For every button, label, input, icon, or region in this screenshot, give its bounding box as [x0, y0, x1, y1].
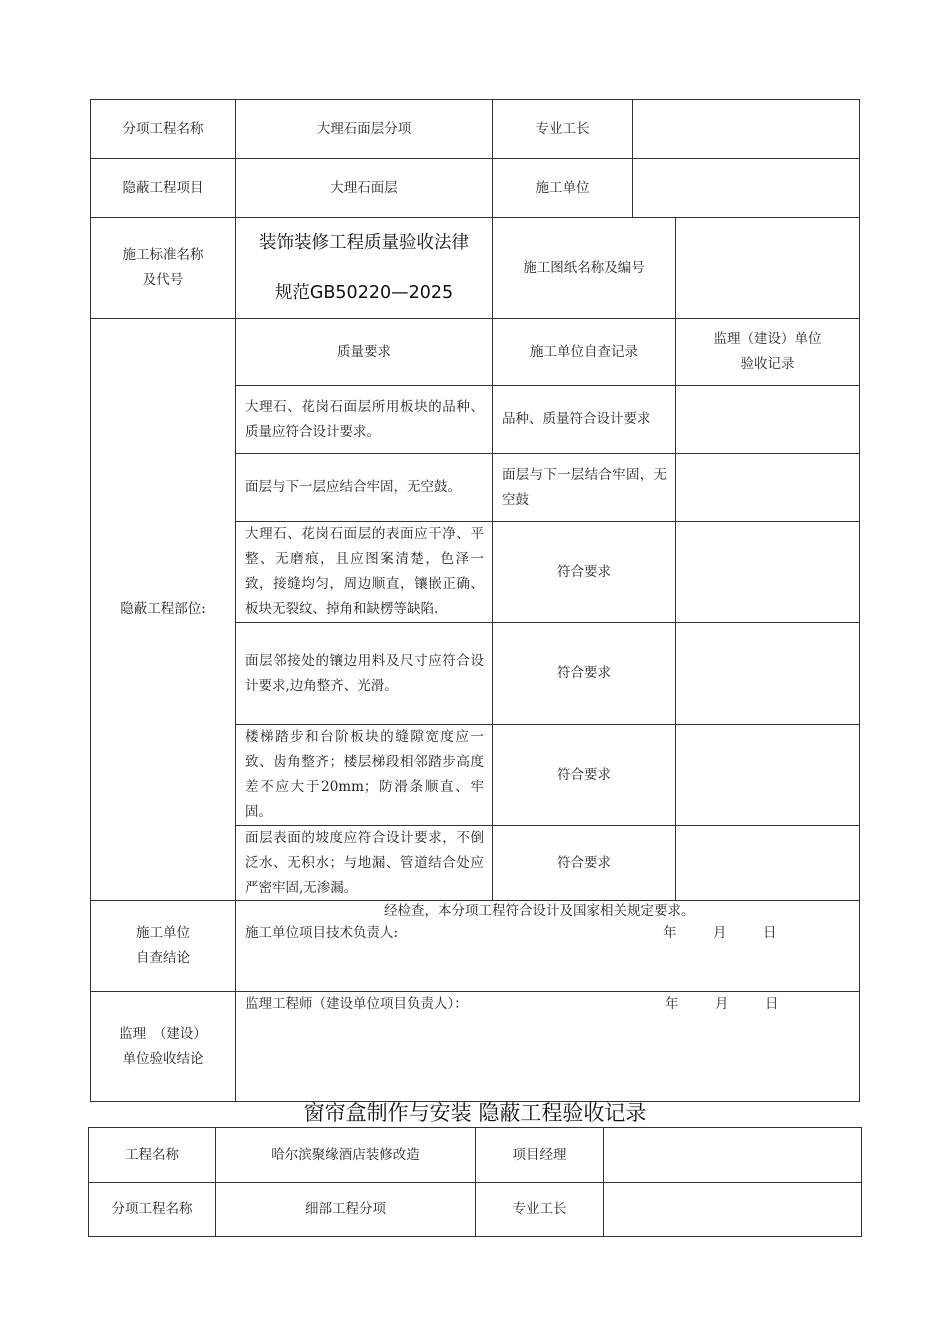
self-check-year: 年	[663, 925, 677, 941]
self-check-header: 施工单位自查记录	[530, 343, 638, 360]
standard-label-line1: 施工标准名称	[122, 247, 204, 263]
project-name-label: 工程名称	[125, 1146, 179, 1163]
self-check-month: 月	[713, 925, 727, 941]
project-manager-value	[604, 1128, 861, 1182]
supervision-label-line1: 监理 （建设）	[119, 1025, 207, 1042]
drawing-value	[676, 218, 859, 318]
foreman-value	[633, 100, 859, 158]
standard-value-line2: 规范GB50220—2025	[274, 283, 454, 303]
record-3: 符合要求	[557, 563, 611, 580]
subproject-name-label: 分项工程名称	[122, 120, 204, 137]
record-5: 符合要求	[557, 766, 611, 783]
concealed-item-value: 大理石面层	[330, 179, 398, 196]
requirement-4: 面层邻接处的镶边用料及尺寸应符合设计要求,边角整齐、光滑。	[245, 652, 484, 694]
subproject-name-label-2: 分项工程名称	[111, 1201, 193, 1217]
self-check-statement: 经检查，本分项工程符合设计及国家相关规定要求。	[384, 903, 695, 919]
self-check-conclusion-label	[91, 901, 235, 991]
supervision-header-line1: 监理（建设）单位	[713, 331, 822, 347]
self-check-signer: 施工单位项目技术负责人:	[245, 925, 399, 941]
supervision-month: 月	[715, 996, 729, 1012]
subproject-name-value-2: 细部工程分项	[305, 1201, 386, 1217]
document-title: 窗帘盒制作与安装 隐蔽工程验收记录	[303, 1101, 647, 1125]
record-2: 面层与下一层结合牢固，无空鼓	[502, 466, 667, 508]
self-check-day: 日	[763, 925, 777, 941]
quality-requirement-header: 质量要求	[337, 343, 391, 360]
requirement-5: 楼梯踏步和台阶板块的缝隙宽度应一致、齿角整齐；楼层梯段相邻踏步高度差不应大于20mm；防滑条顺直、牢固。	[245, 729, 484, 820]
supervision-year: 年	[665, 996, 679, 1012]
record-6: 符合要求	[557, 854, 611, 871]
supervision-signer: 监理工程师（建设单位项目负责人）：	[245, 996, 468, 1012]
requirement-3: 大理石、花岗石面层的表面应干净、平整、无磨痕，且应图案清楚，色泽一致，接缝均匀，周边顺直，镶嵌正确、板块无裂纹、掉角和缺楞等缺陷.	[245, 526, 484, 617]
construction-unit-label: 施工单位	[535, 179, 590, 196]
record-4: 符合要求	[557, 665, 611, 681]
subproject-name-value: 大理石面层分项	[316, 120, 412, 137]
self-check-label-line1: 施工单位	[136, 925, 190, 941]
record-1: 品种、质量符合设计要求	[502, 411, 651, 427]
standard-label	[91, 218, 235, 318]
supervision-day: 日	[765, 996, 779, 1012]
supervision-header-line2: 验收记录	[740, 356, 795, 372]
self-check-label-line2: 自查结论	[136, 950, 190, 966]
supervision-conclusion-label	[91, 992, 235, 1101]
requirement-6: 面层表面的坡度应符合设计要求，不倒泛水、无积水；与地漏、管道结合处应严密牢固,无渗漏。	[245, 829, 484, 896]
foreman-label: 专业工长	[535, 120, 590, 137]
project-name-value: 哈尔滨聚缘酒店装修改造	[271, 1146, 420, 1163]
section-label: 隐蔽工程部位:	[120, 601, 206, 617]
supervision-header	[676, 319, 859, 385]
foreman-value-2	[604, 1183, 861, 1236]
construction-unit-value	[633, 159, 859, 217]
foreman-label-2: 专业工长	[512, 1201, 567, 1217]
drawing-label: 施工图纸名称及编号	[523, 259, 645, 276]
standard-label-line2: 及代号	[142, 272, 184, 288]
requirement-1: 大理石、花岗石面层所用板块的品种、质量应符合设计要求。	[245, 398, 484, 440]
standard-value-line1: 装饰装修工程质量验收法律	[259, 233, 469, 253]
standard-value	[236, 218, 492, 318]
project-manager-label: 项目经理	[512, 1146, 567, 1163]
supervision-label-line2: 单位验收结论	[122, 1050, 204, 1067]
concealed-item-label: 隐蔽工程项目	[122, 179, 204, 196]
requirement-2: 面层与下一层应结合牢固，无空鼓。	[245, 479, 461, 495]
